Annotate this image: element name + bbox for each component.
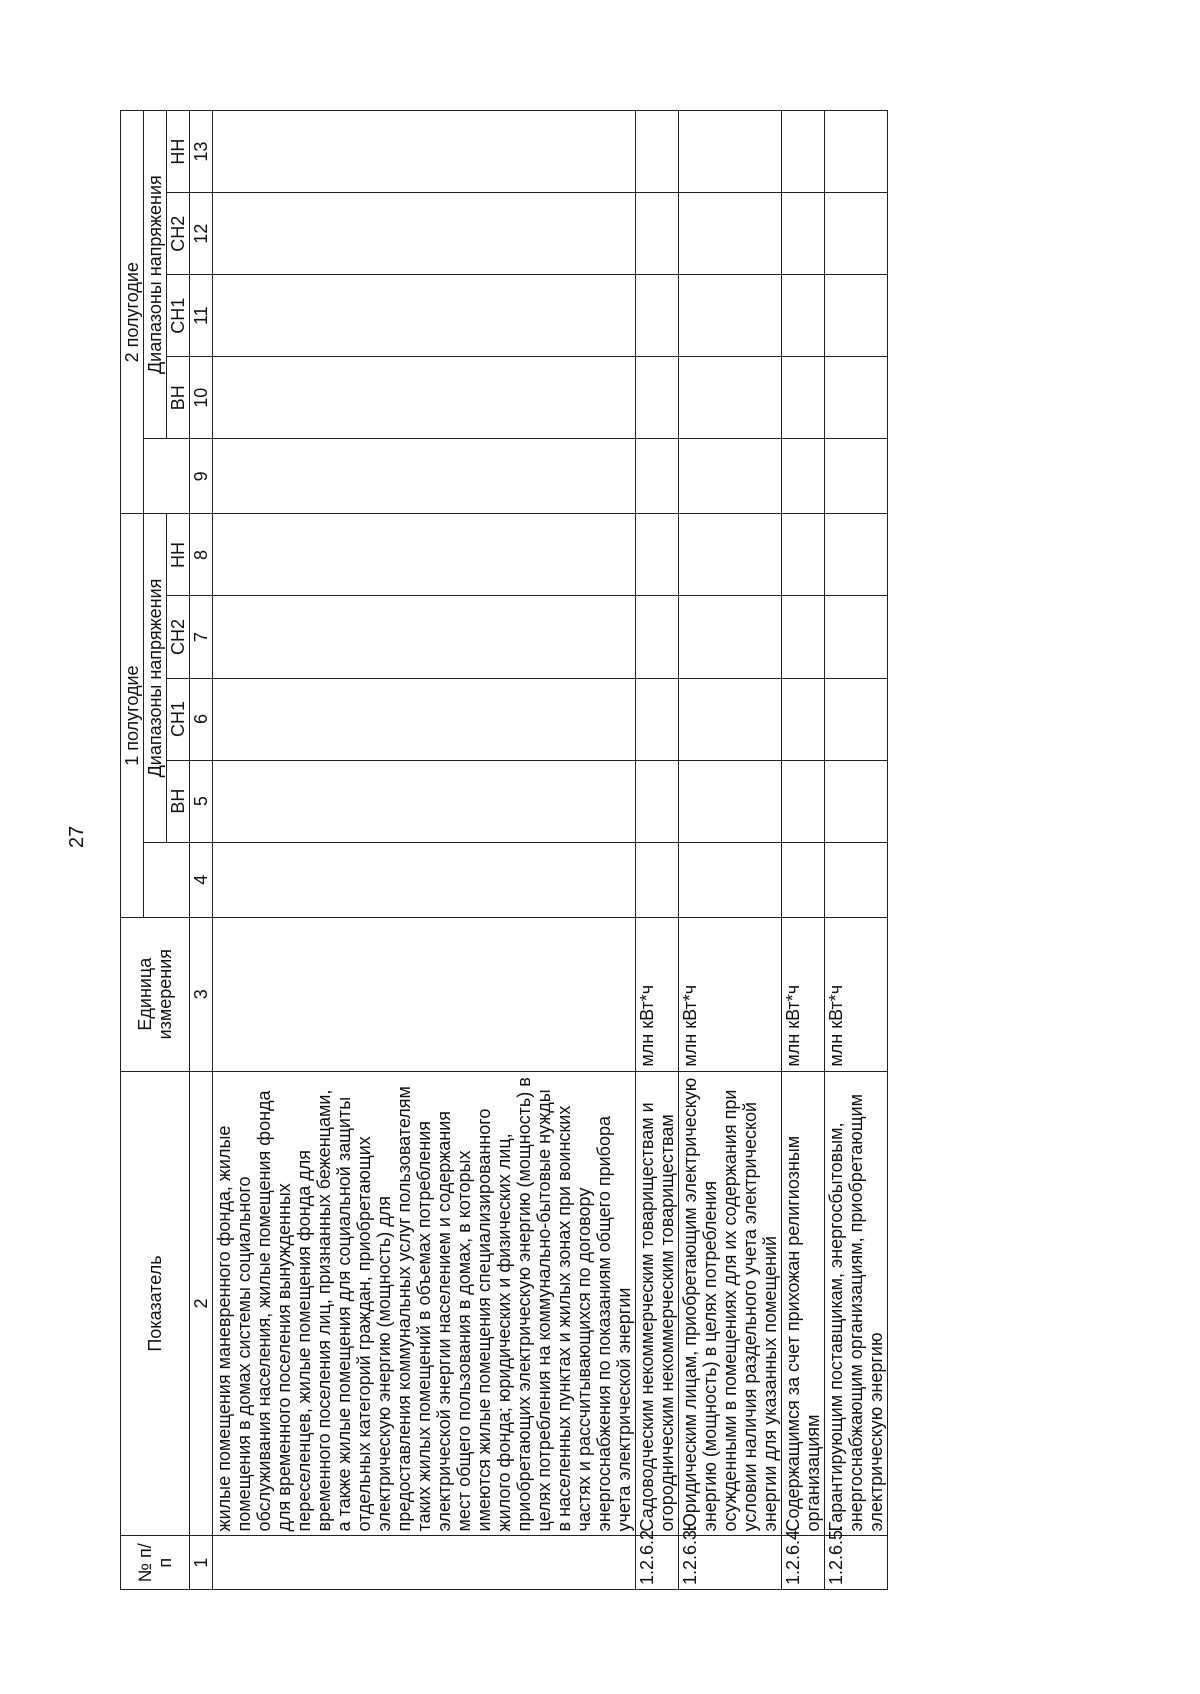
value-cell <box>636 678 679 760</box>
row-unit: млн кВт*ч <box>679 917 782 1071</box>
column-number: 7 <box>190 596 213 678</box>
value-cell <box>636 275 679 357</box>
value-cell <box>636 193 679 275</box>
row-indicator: Содержащимся за счет прихожан религиозным организациям <box>782 1071 825 1536</box>
value-cell <box>636 760 679 842</box>
row-indicator: Юридическим лицам, приобретающим электрическую энергию (мощность) в целях потребления осужденными в помещениях для их содержания при условии наличия раздельного учета электрической энергии для указанных помещений <box>679 1071 782 1536</box>
header-half1-vn: ВН <box>167 760 190 842</box>
column-number: 2 <box>190 1071 213 1536</box>
row-unit <box>213 917 636 1071</box>
value-cell <box>782 439 825 514</box>
table-row <box>825 111 888 1590</box>
value-cell <box>825 439 888 514</box>
value-cell <box>679 760 782 842</box>
header-half1-sn2: СН2 <box>167 596 190 678</box>
row-code: 1.2.6.5. <box>825 1536 888 1590</box>
row-unit: млн кВт*ч <box>825 917 888 1071</box>
value-cell <box>782 596 825 678</box>
value-cell <box>636 842 679 917</box>
indicator-table-container <box>120 110 1065 1590</box>
header-indicator: Показатель <box>121 1071 190 1536</box>
column-number: 13 <box>190 111 213 193</box>
row-indicator: жилые помещения маневренного фонда, жилые помещения в домах системы социального обслуживания населения, жилые помещения фонда для временного поселения вынужденных переселенцев, жилые помещения фонда для временного поселения лиц, признанных беженцами, а также жилые помещения для социальной защиты отдельных категорий граждан, приобретающих электрическую энергию (мощность) для предоставления коммунальных услуг пользователям таких жилых помещений в объемах потребления электрической энергии населением и содержания мест общего пользования в домах, в которых имеются жилые помещения специализированного жилого фонда; юридических и физических лиц, приобретающих электрическую энергию (мощность) в целях потребления на коммунально-бытовые нужды в населенных пунктах и жилых зонах при воинских частях и рассчитывающихся по договору энергоснабжения по показаниям общего прибора учета электрической энергии <box>213 1071 636 1536</box>
value-cell <box>213 596 636 678</box>
row-code <box>213 1536 636 1590</box>
value-cell <box>825 357 888 439</box>
column-number: 10 <box>190 357 213 439</box>
row-code: 1.2.6.3. <box>679 1536 782 1590</box>
page-number: 27 <box>66 825 88 848</box>
column-number-row <box>190 111 213 1590</box>
value-cell <box>213 357 636 439</box>
value-cell <box>825 760 888 842</box>
table-row <box>636 111 679 1590</box>
value-cell <box>679 596 782 678</box>
value-cell <box>825 193 888 275</box>
header-half2-nn: НН <box>167 111 190 193</box>
column-number: 8 <box>190 514 213 596</box>
value-cell <box>679 439 782 514</box>
table-row <box>679 111 782 1590</box>
header-half2-voltage-ranges: Диапазоны напряжения <box>144 111 167 439</box>
value-cell <box>213 842 636 917</box>
row-code: 1.2.6.4. <box>782 1536 825 1590</box>
row-unit: млн кВт*ч <box>636 917 679 1071</box>
value-cell <box>213 514 636 596</box>
indicator-table <box>120 110 888 1590</box>
header-half1-sn1: СН1 <box>167 678 190 760</box>
header-num: № п/п <box>121 1536 190 1590</box>
value-cell <box>636 439 679 514</box>
value-cell <box>213 111 636 193</box>
value-cell <box>679 842 782 917</box>
value-cell <box>825 275 888 357</box>
table-row <box>782 111 825 1590</box>
value-cell <box>825 842 888 917</box>
column-number: 11 <box>190 275 213 357</box>
value-cell <box>213 760 636 842</box>
value-cell <box>679 111 782 193</box>
column-number: 9 <box>190 439 213 514</box>
row-indicator: Гарантирующим поставщикам, энергосбытовым, энергоснабжающим организациям, приобретающим электрическую энергию <box>825 1071 888 1536</box>
header-half1-nn: НН <box>167 514 190 596</box>
column-number: 1 <box>190 1536 213 1590</box>
value-cell <box>825 111 888 193</box>
value-cell <box>825 596 888 678</box>
value-cell <box>679 193 782 275</box>
value-cell <box>213 678 636 760</box>
value-cell <box>782 111 825 193</box>
value-cell <box>782 760 825 842</box>
value-cell <box>782 514 825 596</box>
column-number: 12 <box>190 193 213 275</box>
header-half-2: 2 полугодие <box>121 111 144 514</box>
header-half2-sn2: СН2 <box>167 193 190 275</box>
value-cell <box>782 678 825 760</box>
value-cell <box>825 514 888 596</box>
header-half2-sn1: СН1 <box>167 275 190 357</box>
value-cell <box>782 193 825 275</box>
value-cell <box>679 357 782 439</box>
value-cell <box>213 439 636 514</box>
value-cell <box>825 678 888 760</box>
header-row-1 <box>121 111 144 1590</box>
header-half1-voltage-ranges: Диапазоны напряжения <box>144 514 167 842</box>
header-half2-vn1-spacer <box>144 439 190 514</box>
column-number: 3 <box>190 917 213 1071</box>
value-cell <box>679 514 782 596</box>
row-unit: млн кВт*ч <box>782 917 825 1071</box>
value-cell <box>782 357 825 439</box>
value-cell <box>679 275 782 357</box>
value-cell <box>679 678 782 760</box>
header-half2-vn: ВН <box>167 357 190 439</box>
value-cell <box>782 842 825 917</box>
column-number: 4 <box>190 842 213 917</box>
header-half1-vn1 <box>144 842 190 917</box>
value-cell <box>782 275 825 357</box>
table-row <box>213 111 636 1590</box>
value-cell <box>636 514 679 596</box>
column-number: 6 <box>190 678 213 760</box>
value-cell <box>213 275 636 357</box>
header-unit: Единица измерения <box>121 917 190 1071</box>
value-cell <box>636 111 679 193</box>
header-half-1: 1 полугодие <box>121 514 144 917</box>
row-indicator: Садоводческим некоммерческим товариществам и огородническим некоммерческим товариществам <box>636 1071 679 1536</box>
column-number: 5 <box>190 760 213 842</box>
row-code: 1.2.6.2. <box>636 1536 679 1590</box>
value-cell <box>636 596 679 678</box>
value-cell <box>213 193 636 275</box>
value-cell <box>636 357 679 439</box>
